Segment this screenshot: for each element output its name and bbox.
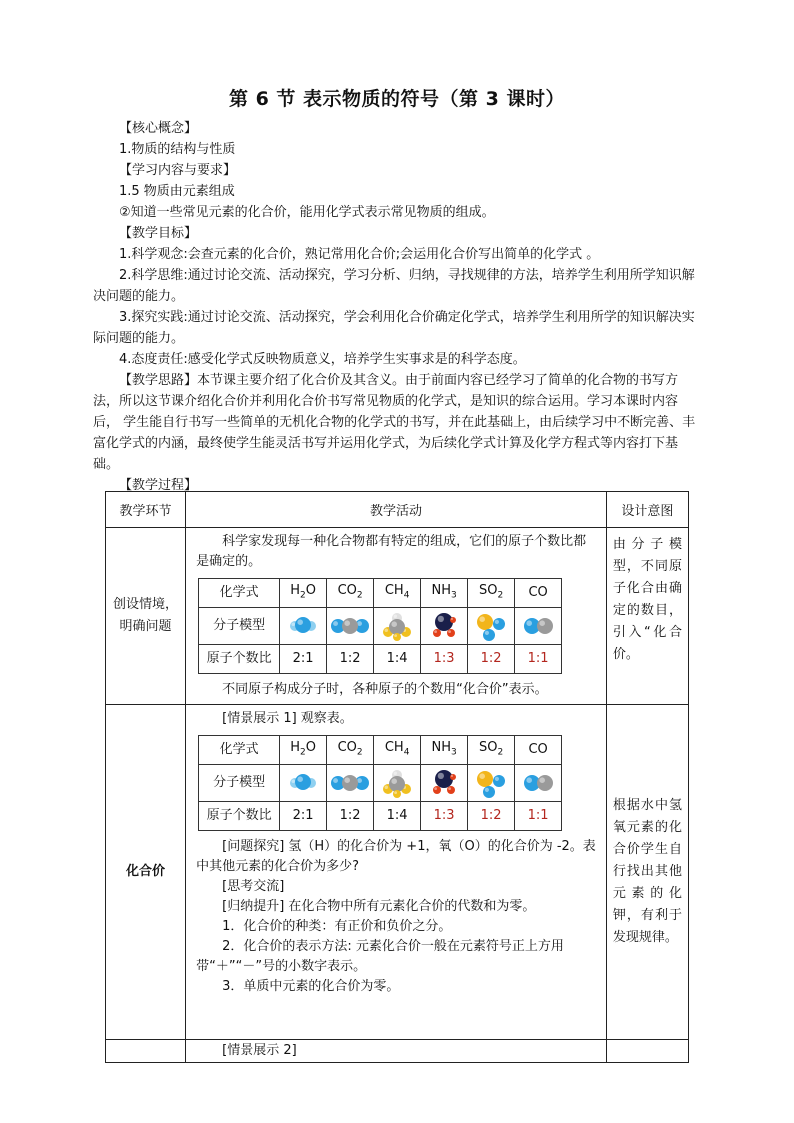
formula-cell (468, 579, 515, 608)
water-molecule-icon (281, 610, 325, 642)
intro-section (93, 118, 703, 496)
model-row (199, 765, 562, 802)
ratio-cell: 1:3 (421, 645, 468, 674)
header-activity: 教学活动 (186, 492, 607, 528)
formula-cell (327, 579, 374, 608)
induce-text: [归纳提升] 在化合物中所有元素化合价的代数和为零。 (222, 899, 536, 914)
intent-cell (606, 705, 688, 1040)
methane-molecule-icon (375, 767, 419, 799)
stage-cell (106, 528, 186, 705)
formula-subscript: 2 (497, 590, 504, 601)
question-text: [问题探究] 氢（H）的化合价为 +1，氧（O）的化合价为 -2。表中其他元素的化合价为多少? (196, 839, 596, 874)
carbon-monoxide-molecule-icon (516, 767, 560, 799)
process-heading: 【教学过程】 (119, 478, 198, 493)
ratio-cell: 2:1 (280, 645, 327, 674)
ratio-cell: 1:4 (374, 645, 421, 674)
intent-cell (606, 528, 688, 705)
molecule-table-slot (196, 578, 596, 674)
model-cell (515, 608, 562, 645)
model-cell (515, 765, 562, 802)
point-2: 2．化合价的表示方法: 元素化合价一般在元素符号正上方用带“＋”“－”号的小数字表示。 (196, 939, 564, 974)
formula-subscript: 4 (403, 590, 410, 601)
content-heading: 【学习内容与要求】 (119, 163, 237, 178)
activity-cell (186, 528, 607, 705)
core-concept-heading: 【核心概念】 (119, 121, 198, 136)
point-3: 3．单质中元素的化合价为零。 (222, 979, 400, 994)
goal-2: 2.科学思维:通过讨论交流、活动探究，学习分析、归纳，寻找规律的方法，培养学生利用所学知识解决问题的能力。 (93, 268, 695, 304)
ratio-label: 原子个数比 (199, 645, 280, 674)
formula-subscript: 3 (451, 747, 457, 758)
ammonia-molecule-icon (422, 610, 466, 642)
model-cell (421, 608, 468, 645)
sulfur-dioxide-molecule-icon (469, 767, 513, 799)
molecule-table-slot (196, 735, 596, 831)
formula-cell (374, 736, 421, 765)
formula-cell (280, 579, 327, 608)
point-1: 1．化合价的种类：有正价和负价之分。 (222, 919, 452, 934)
formula-subscript: 2 (356, 747, 363, 758)
formula-element: NH (431, 739, 451, 755)
table-row (106, 1040, 689, 1063)
formula-cell (374, 579, 421, 608)
stage-label: 创设情境，明确问题 (113, 597, 179, 634)
formula-element: CO (528, 585, 548, 600)
header-stage: 教学环节 (106, 492, 186, 528)
goal-4: 4.态度责任:感受化学式反映物质意义，培养学生实事求是的科学态度。 (119, 352, 526, 367)
model-label: 分子模型 (199, 765, 280, 802)
page-title: 第 6 节 表示物质的符号（第 3 课时） (228, 88, 565, 110)
activity-intro-text: 科学家发现每一种化合物都有特定的组成，它们的原子个数比都是确定的。 (196, 534, 587, 569)
ammonia-molecule-icon (422, 767, 466, 799)
ratio-cell: 1:2 (468, 645, 515, 674)
formula-subscript: 4 (403, 747, 410, 758)
formula-element: CO (337, 582, 357, 598)
formula-element: CO (528, 742, 548, 757)
model-cell (468, 765, 515, 802)
formula-cell (515, 736, 562, 765)
table-header-row (106, 492, 689, 528)
formula-cell (280, 736, 327, 765)
ratio-cell: 1:2 (327, 645, 374, 674)
ratio-cell: 1:4 (374, 802, 421, 831)
ratio-row (199, 645, 562, 674)
scene-2-label: [情景展示 2] (222, 1043, 297, 1058)
formula-cell (468, 736, 515, 765)
activity-cell (186, 705, 607, 1040)
core-concept-text: 1.物质的结构与性质 (119, 142, 236, 157)
model-cell (421, 765, 468, 802)
ratio-row (199, 802, 562, 831)
formula-element: O (305, 582, 316, 598)
formula-label: 化学式 (199, 736, 280, 765)
goal-1: 1.科学观念:会查元素的化合价，熟记常用化合价;会运用化合价写出简单的化学式 。 (119, 247, 600, 262)
ratio-cell: 1:3 (421, 802, 468, 831)
ratio-cell: 1:2 (468, 802, 515, 831)
formula-subscript: 2 (356, 590, 363, 601)
formula-row (199, 579, 562, 608)
formula-label: 化学式 (199, 579, 280, 608)
sulfur-dioxide-molecule-icon (469, 610, 513, 642)
model-cell (374, 608, 421, 645)
formula-cell (421, 736, 468, 765)
methane-molecule-icon (375, 610, 419, 642)
activity-cell (186, 1040, 607, 1063)
stage-cell (106, 705, 186, 1040)
ratio-label: 原子个数比 (199, 802, 280, 831)
carbon-dioxide-molecule-icon (328, 610, 372, 642)
water-molecule-icon (281, 767, 325, 799)
formula-cell (515, 579, 562, 608)
intent-text: 由分子模型，不同原子化合由确定的数目，引入“化合价。 (612, 537, 682, 662)
activity-conclusion-text: 不同原子构成分子时，各种原子的个数用“化合价”表示。 (222, 682, 548, 697)
molecule-table (198, 578, 562, 674)
carbon-monoxide-molecule-icon (516, 610, 560, 642)
formula-subscript: 2 (300, 747, 306, 758)
stage-label: 化合价 (126, 864, 166, 879)
ratio-cell: 1:1 (515, 645, 562, 674)
goal-3: 3.探究实践:通过讨论交流、活动探究，学会利用化合价确定化学式，培养学生利用所学的知识解决实际问题的能力。 (93, 310, 695, 346)
ratio-cell: 2:1 (280, 802, 327, 831)
scene-1-label: [情景展示 1] 观察表。 (222, 711, 353, 726)
header-intent: 设计意图 (606, 492, 688, 528)
model-cell (280, 608, 327, 645)
model-label: 分子模型 (199, 608, 280, 645)
discuss-label: [思考交流] (222, 879, 285, 894)
content-item-1: 1.5 物质由元素组成 (119, 184, 235, 199)
molecule-table (198, 735, 562, 831)
model-cell (374, 765, 421, 802)
formula-element: CH (384, 739, 404, 755)
teaching-approach: 【教学思路】本节课主要介绍了化合价及其含义。由于前面内容已经学习了简单的化合物的书写方法，所以这节课介绍化合价并利用化合价书写常见物质的化学式，是知识的综合运用。学习本课时内容后， 学生能自行书写一些简单的无机化合物的化学式的书写，并在此基础上，由后续学习中不断完善、丰富化学式的内涵，最终使学生能灵活书写并运用化学式，为后续化学式计算及化学方程式等内容打下基础。 (93, 373, 696, 472)
goals-heading: 【教学目标】 (119, 226, 198, 241)
model-cell (327, 765, 374, 802)
model-cell (280, 765, 327, 802)
formula-cell (421, 579, 468, 608)
formula-element: SO (479, 582, 498, 598)
formula-element: SO (479, 739, 498, 755)
intent-text: 根据水中氢氧元素的化合价学生自行找出其他元素的化钾，有利于发现规律。 (612, 798, 682, 945)
content-item-2: ②知道一些常见元素的化合价，能用化学式表示常见物质的组成。 (119, 205, 495, 220)
formula-element: H (290, 582, 301, 598)
formula-subscript: 2 (300, 590, 306, 601)
formula-subscript: 3 (451, 590, 457, 601)
formula-element: CH (384, 582, 404, 598)
intent-cell (606, 1040, 688, 1063)
formula-cell (327, 736, 374, 765)
model-cell (327, 608, 374, 645)
formula-element: CO (337, 739, 357, 755)
model-cell (468, 608, 515, 645)
teaching-process-table (105, 491, 689, 1063)
table-row (106, 528, 689, 705)
table-row (106, 705, 689, 1040)
model-row (199, 608, 562, 645)
ratio-cell: 1:2 (327, 802, 374, 831)
formula-row (199, 736, 562, 765)
ratio-cell: 1:1 (515, 802, 562, 831)
formula-subscript: 2 (497, 747, 504, 758)
formula-element: H (290, 739, 301, 755)
stage-cell (106, 1040, 186, 1063)
formula-element: NH (431, 582, 451, 598)
carbon-dioxide-molecule-icon (328, 767, 372, 799)
formula-element: O (305, 739, 316, 755)
